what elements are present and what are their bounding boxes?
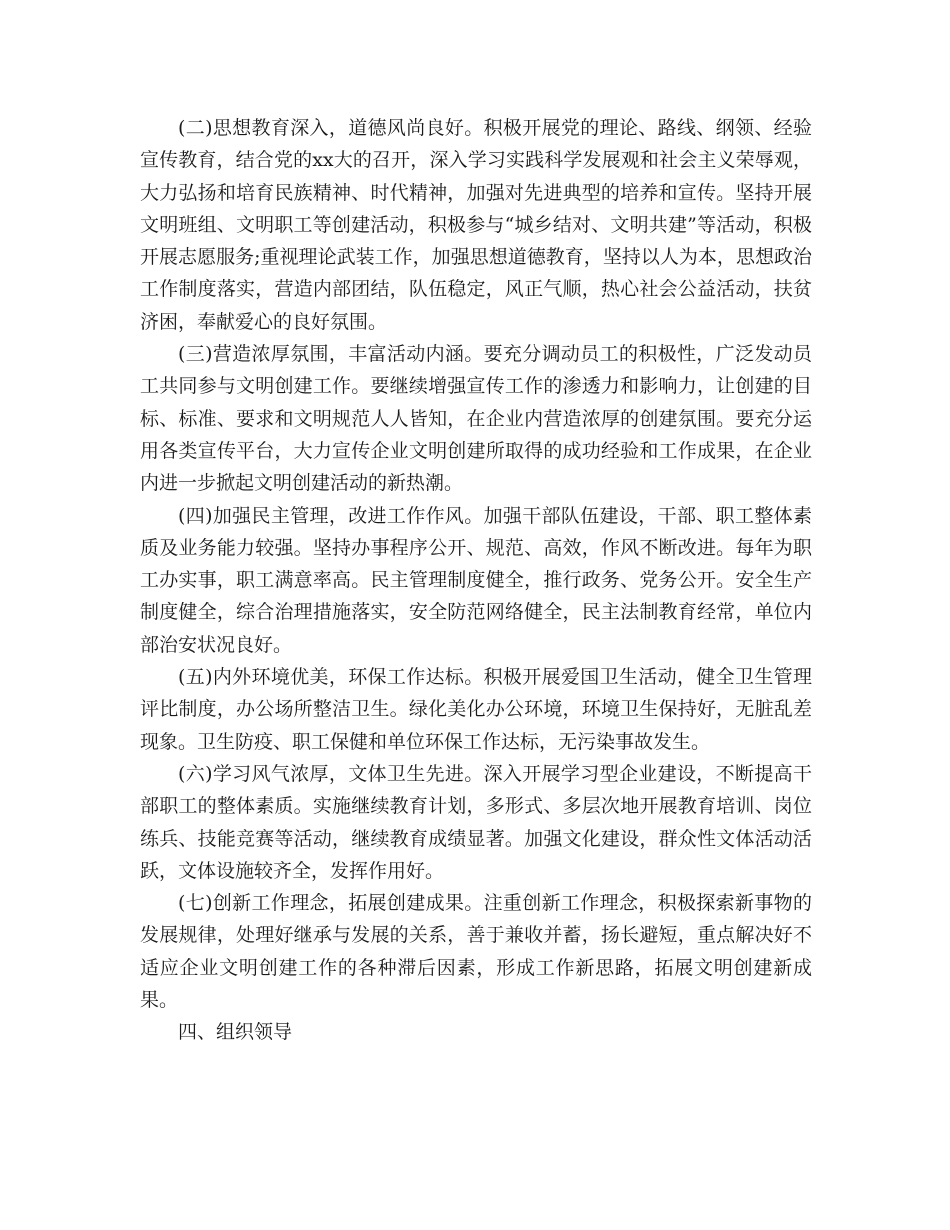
- paragraph-innovation: (七)创新工作理念，拓展创建成果。注重创新工作理念，积极探索新事物的发展规律，处理好继承与发展的关系，善于兼收并蓄，扬长避短，重点解决好不适应企业文明创建工作的各种滞后因素，形成工作新思路，拓展文明创建新成果。: [140, 892, 812, 1012]
- paragraph-learning-culture: (六)学习风气浓厚，文体卫生先进。深入开展学习型企业建设，不断提高干部职工的整体素质。实施继续教育计划，多形式、多层次地开展教育培训、岗位练兵、技能竞赛等活动，继续教育成绩显著。加强文化建设，群众性文体活动活跃，文体设施较齐全，发挥作用好。: [140, 762, 812, 882]
- paragraph-ideological-education: (二)思想教育深入，道德风尚良好。积极开展党的理论、路线、纲领、经验宣传教育，结合党的xx大的召开，深入学习实践科学发展观和社会主义荣辱观，大力弘扬和培育民族精神、时代精神，加强对先进典型的培养和宣传。坚持开展文明班组、文明职工等创建活动，积极参与“城乡结对、文明共建”等活动，积极开展志愿服务;重视理论武装工作，加强思想道德教育，坚持以人为本，思想政治工作制度落实，营造内部团结，队伍稳定，风正气顺，热心社会公益活动，扶贫济困，奉献爱心的良好氛围。: [140, 117, 812, 333]
- section-heading: 四、组织领导: [178, 1021, 293, 1044]
- paragraph-atmosphere: (三)营造浓厚氛围，丰富活动内涵。要充分调动员工的积极性，广泛发动员工共同参与文明创建工作。要继续增强宣传工作的渗透力和影响力，让创建的目标、标准、要求和文明规范人人皆知，在企业内营造浓厚的创建氛围。要充分运用各类宣传平台，大力宣传企业文明创建所取得的成功经验和工作成果，在企业内进一步掀起文明创建活动的新热潮。: [140, 343, 812, 495]
- paragraph-democratic-management: (四)加强民主管理，改进工作作风。加强干部队伍建设，干部、职工整体素质及业务能力较强。坚持办事程序公开、规范、高效，作风不断改进。每年为职工办实事，职工满意率高。民主管理制度健全，推行政务、党务公开。安全生产制度健全，综合治理措施落实，安全防范网络健全，民主法制教育经常，单位内部治安状况良好。: [140, 504, 812, 656]
- document-body: [140, 112, 812, 1049]
- paragraph-environment: (五)内外环境优美，环保工作达标。积极开展爱国卫生活动，健全卫生管理评比制度，办公场所整洁卫生。绿化美化办公环境，环境卫生保持好，无脏乱差现象。卫生防疫、职工保健和单位环保工作达标，无污染事故发生。: [140, 666, 812, 753]
